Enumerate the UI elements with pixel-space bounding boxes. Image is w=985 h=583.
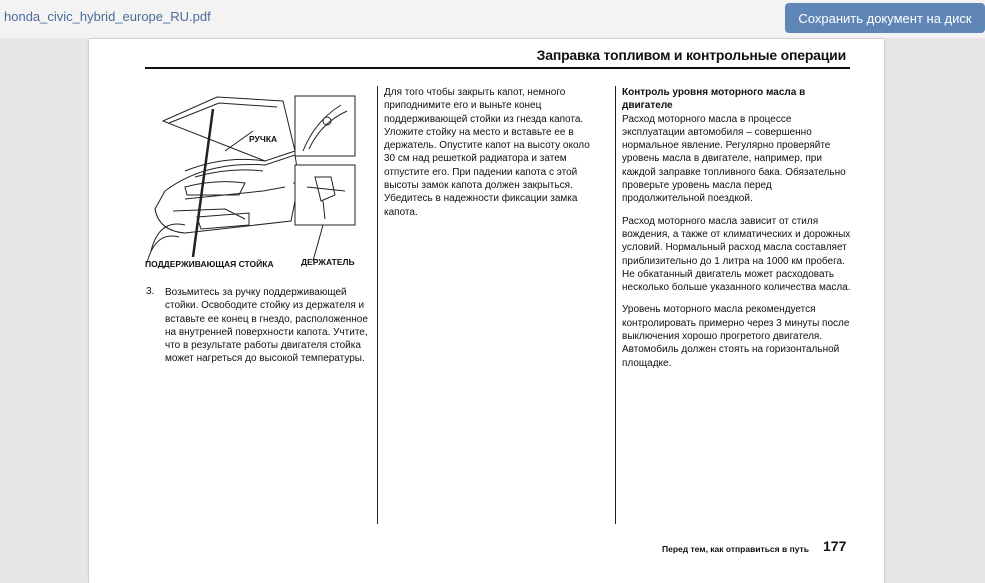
middle-column-text: Для того чтобы закрыть капот, немного приподнимите его и выньте конец поддерживающей стойки из гнезда капота. Уложите стойку на место и вставьте ее в держатель. Опустите капот на высоту около 30 см над решеткой радиатора и затем отпустите его. При падении капота с этой высоты замок капота должен закрыться. Убедитесь в надежности фиксации замка капота. bbox=[384, 87, 590, 218]
save-to-disk-button[interactable]: Сохранить документ на диск bbox=[785, 3, 985, 33]
paragraph: Уровень моторного масла рекомендуется контролировать примерно через 3 минуты после выключения хорошо прогретого двигателя. Автомобиль должен стоять на горизонтальной площадке. bbox=[622, 304, 850, 369]
paragraph: Расход моторного масла в процессе эксплуатации автомобиля – совершенно нормальное явление. Регулярно проверяйте уровень масла в двигателе, например, при каждой заправке топливного бака. Обязательно проверьте уровень масла перед продолжительной поездкой. bbox=[622, 113, 846, 205]
column-divider-left bbox=[377, 86, 378, 524]
support-rod-label: ПОДДЕРЖИВАЮЩАЯ СТОЙКА bbox=[145, 259, 274, 269]
viewer-toolbar bbox=[0, 0, 985, 38]
car-hood-drawing bbox=[145, 91, 361, 266]
step-text: Возьмитесь за ручку поддерживающей стойки. Освободите стойку из держателя и вставьте ее конец в гнездо, расположенное на внутренней поверхности капота. Учтите, что в результате работы двигателя стойка может нагреться до высокой температуры. bbox=[165, 287, 368, 365]
footer-section-title: Перед тем, как отправиться в путь bbox=[662, 544, 809, 554]
holder-label: ДЕРЖАТЕЛЬ bbox=[301, 257, 355, 267]
title-divider bbox=[145, 67, 850, 69]
page-title: Заправка топливом и контрольные операции bbox=[536, 47, 846, 63]
document-filename: honda_civic_hybrid_europe_RU.pdf bbox=[4, 9, 211, 24]
handle-label: РУЧКА bbox=[249, 134, 278, 144]
pdf-page bbox=[89, 39, 884, 583]
hood-illustration bbox=[145, 91, 361, 266]
step-number: 3. bbox=[146, 286, 155, 297]
page-number: 177 bbox=[823, 538, 847, 554]
paragraph: Расход моторного масла зависит от стиля вождения, а также от климатических и дорожных условий. Нормальный расход масла составляет приблизительно до 1 литра на 1000 км пробега. Не обкатанный двигатель может расходовать несколько больше указанного количества масла. bbox=[622, 215, 851, 294]
right-column bbox=[622, 86, 852, 379]
column-divider-right bbox=[615, 86, 616, 524]
section-heading: Контроль уровня моторного масла в двигателе bbox=[622, 87, 806, 112]
